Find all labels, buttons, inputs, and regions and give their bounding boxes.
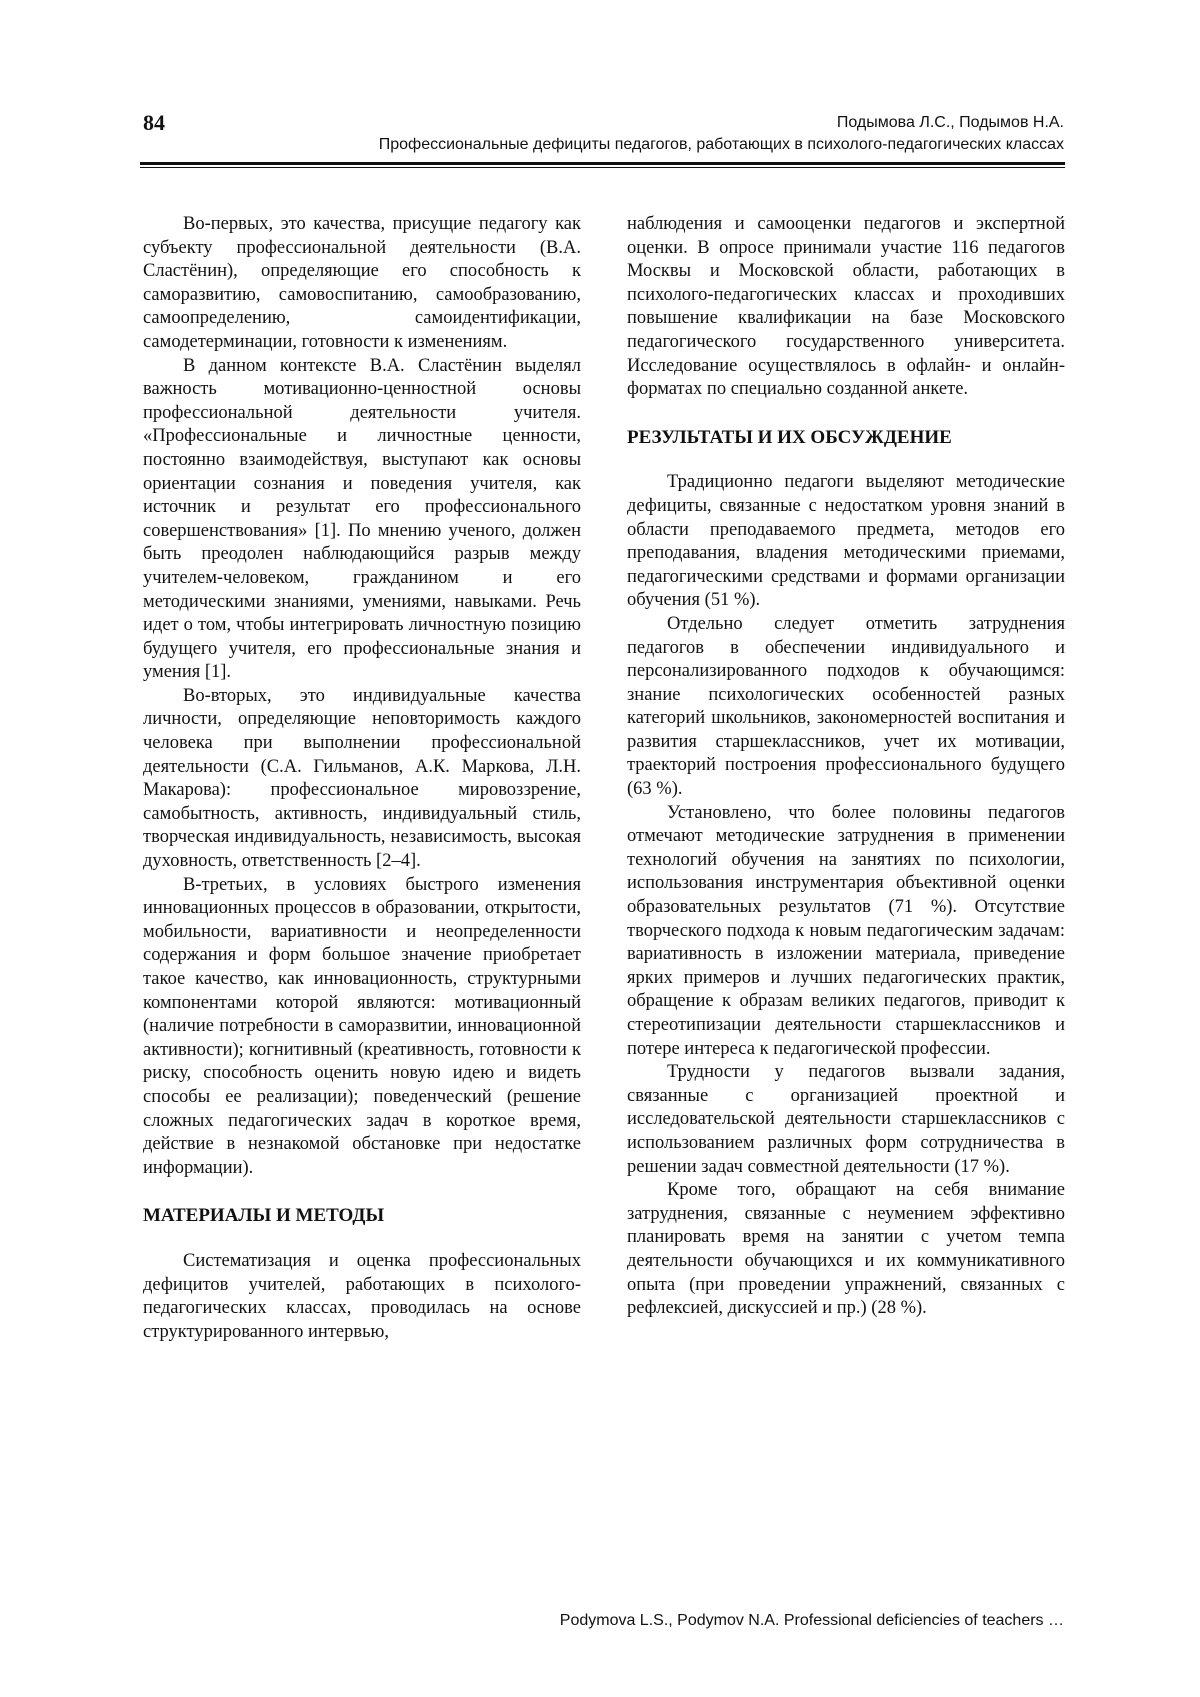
- paragraph-continued: наблюдения и самооценки педагогов и экспертной оценки. В опросе принимали участие 116 педагогов Москвы и Московской области, работающих в психолого-педагогических классах и проходивших повышение квалификации на базе Московского педагогического государственного университета. Исследование осуществлялось в офлайн- и онлайн-форматах по специально созданной анкете.: [627, 214, 1065, 400]
- running-header-authors: Подымова Л.С., Подымов Н.А.: [836, 114, 1064, 131]
- section-heading-materials-methods: МАТЕРИАЛЫ И МЕТОДЫ: [143, 1205, 385, 1227]
- header-rule-thick: [140, 162, 1065, 165]
- paragraph: В данном контексте В.А. Сластёнин выделял важность мотивационно-ценностной основы профессиональной деятельности учителя. «Профессиональные и личностные ценности, постоянно взаимодействуя, выступают как основы ориентации сознания и поведения учителя, как источник и результат его профессионального совершенствования» [1]. По мнению ученого, должен быть преодолен наблюдающийся разрыв между учителем-человеком, гражданином и его методическими знаниями, умениями, навыками. Речь идет о том, чтобы интегрировать личностную позицию будущего учителя, его профессиональные знания и умения [1].: [143, 355, 581, 683]
- paragraph: Традиционно педагоги выделяют методические дефициты, связанные с недостатком уровня знаний в области преподаваемого предмета, методов его преподавания, владения методическими приемами, педагогическими средствами и формами организации обучения (51 %).: [627, 472, 1065, 611]
- running-footer-citation: Podymova L.S., Podymov N.A. Professional deficiencies of teachers …: [559, 1612, 1064, 1629]
- running-header-title: Профессиональные дефициты педагогов, работающих в психолого-педагогических классах: [378, 136, 1064, 153]
- page-number: 84: [143, 110, 165, 135]
- paragraph: В-третьих, в условиях быстрого изменения инновационных процессов в образовании, открытости, мобильности, вариативности и неопределенности содержания и форм большое значение приобретает такое качество, как инновационность, структурными компонентами которой являются: мотивационный (наличие потребности в саморазвитии, инновационной активности); когнитивный (креативность, готовности к риску, способность оценить новую идею и видеть способы ее реализации); поведенческий (решение сложных педагогических задач в короткое время, действие в незнакомой обстановке при недостатке информации).: [143, 874, 581, 1178]
- paragraph: Во-вторых, это индивидуальные качества личности, определяющие неповторимость каждого человека при выполнении профессиональной деятельности (С.А. Гильманов, А.К. Маркова, Л.Н. Макарова): профессиональное мировоззрение, самобытность, активность, индивидуальный стиль, творческая индивидуальность, независимость, высокая духовность, ответственность [2–4].: [143, 685, 581, 872]
- right-column: [627, 213, 1065, 1321]
- paragraph: Отдельно следует отметить затруднения педагогов в обеспечении индивидуального и персонализированного подходов к обучающимся: знание психологических особенностей разных категорий школьников, закономерностей воспитания и развития старшеклассников, учет их мотивации, траекторий построения профессионального будущего (63 %).: [627, 613, 1065, 800]
- section-heading-results-discussion: РЕЗУЛЬТАТЫ И ИХ ОБСУЖДЕНИЕ: [627, 426, 952, 448]
- paragraph: Во-первых, это качества, присущие педагогу как субъекту профессиональной деятельности (В.А. Сластёнин), определяющие его способность к саморазвитию, самовоспитанию, самообразованию, самоопределению, самоидентификации, самодетерминации, готовности к изменениям.: [143, 214, 581, 352]
- paragraph: Трудности у педагогов вызвали задания, связанные с организацией проектной и исследовательской деятельности старшеклассников с использованием различных форм сотрудничества в решении задач совместной деятельности (17 %).: [627, 1062, 1065, 1177]
- paragraph: Кроме того, обращают на себя внимание затруднения, связанные с неумением эффективно планировать время на занятии с учетом темпа деятельности обучающихся и их коммуникативного опыта (при проведении упражнений, связанных с рефлексией, дискуссией и пр.) (28 %).: [627, 1180, 1065, 1319]
- header-rule-thin: [140, 167, 1065, 168]
- paragraph: Установлено, что более половины педагогов отмечают методические затруднения в применении технологий обучения на занятиях по психологии, использования инструментария объективной оценки образовательных результатов (71 %). Отсутствие творческого подхода к новым педагогическим задачам: вариативность в изложении материала, приведение ярких примеров и лучших педагогических практик, обращение к образам великих педагогов, приводит к стереотипизации деятельности старшеклассников и потере интереса к педагогической профессии.: [627, 802, 1065, 1059]
- left-column: [143, 213, 581, 1344]
- paragraph: Систематизация и оценка профессиональных дефицитов учителей, работающих в психолого-педагогических классах, проводилась на основе структурированного интервью,: [143, 1250, 581, 1342]
